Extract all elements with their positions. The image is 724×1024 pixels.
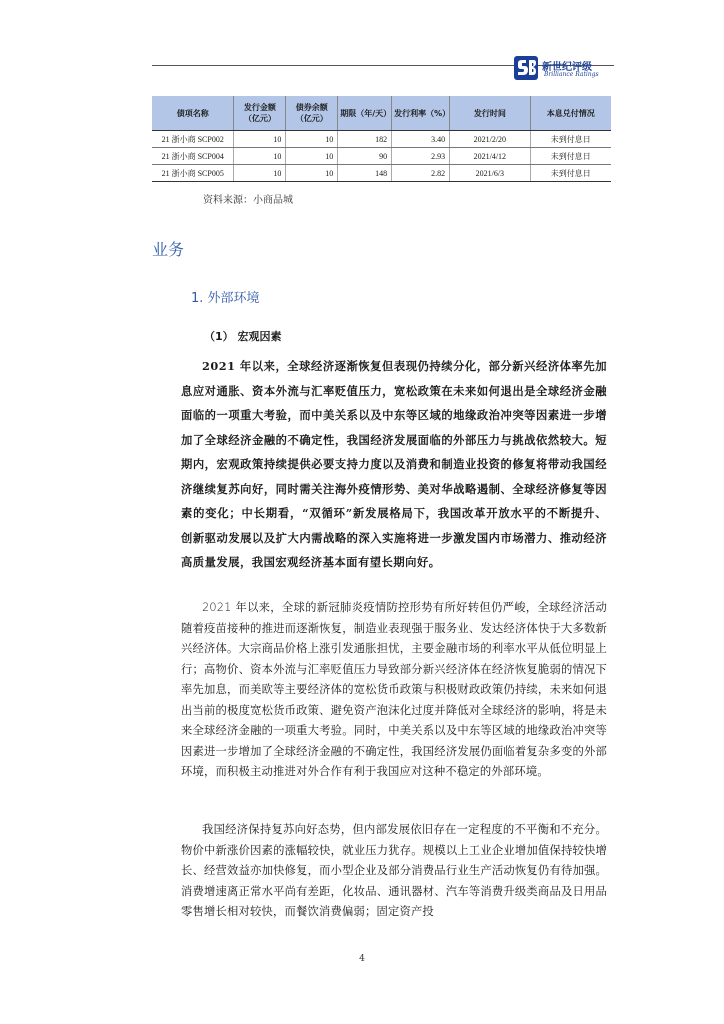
brilliance-ratings-logo — [514, 56, 606, 82]
table-header-row — [152, 96, 611, 131]
cell-issue-amount: 10 — [234, 165, 286, 182]
bond-issuance-table — [152, 96, 611, 182]
cell-issue-date: 2021/2/20 — [450, 131, 530, 148]
column-header-bond-balance: 债券余额（亿元） — [286, 96, 338, 131]
cell-term: 148 — [338, 165, 392, 182]
section-title: 业务 — [152, 240, 185, 259]
cell-issue-rate: 2.93 — [392, 148, 450, 165]
cell-term: 182 — [338, 131, 392, 148]
column-header-issue-date: 发行时间 — [450, 96, 530, 131]
summary-paragraph: 2021 年以来，全球经济逐渐恢复但表现仍持续分化，部分新兴经济体率先加息应对通胀、资本外流与汇率贬值压力，宽松政策在未来如何退出是全球经济金融面临的一项重大考验，而中美关系以及中东等区域的地缘政治冲突等因素进一步增加了全球经济金融的不确定性，我国经济发展面临的外部压力与挑战依然较大。短期内，宏观政策持续提供必要支持力度以及消费和制造业投资的修复将带动我国经济继续复苏向好，同时需关注海外疫情形势、美对华战略遏制、全球经济修复等因素的变化；中长期看，“双循环”新发展格局下，我国改革开放水平的不断提升、创新驱动发展以及扩大内需战略的深入实施将进一步激发国内市场潜力、推动经济高质量发展，我国宏观经济基本面有望长期向好。 — [181, 359, 607, 569]
cell-issue-amount: 10 — [234, 131, 286, 148]
logo-english-name: Brilliance Ratings — [544, 71, 599, 78]
cell-bond-name: 21 浙小商 SCP002 — [152, 131, 234, 148]
column-header-issue-amount: 发行金额（亿元） — [234, 96, 286, 131]
logo-chinese-name: 新世纪评级 — [542, 62, 592, 73]
table-row — [152, 165, 611, 182]
cell-issue-rate: 3.40 — [392, 131, 450, 148]
cell-issue-rate: 2.82 — [392, 165, 450, 182]
logo-mark-icon — [514, 56, 538, 80]
cell-bond-balance: 10 — [286, 165, 338, 182]
cell-issue-date: 2021/6/3 — [450, 165, 530, 182]
body-paragraph-global-economy: 2021 年以来，全球的新冠肺炎疫情防控形势有所好转但仍严峻，全球经济活动随着疫苗接种的推进而逐渐恢复，制造业表现强于服务业、发达经济体快于大多数新兴经济体。大宗商品价格上涨引发通胀担忧，主要金融市场的利率水平从低位明显上行；高物价、资本外流与汇率贬值压力导致部分新兴经济体在经济恢复脆弱的情况下率先加息，而美欧等主要经济体的宽松货币政策与积极财政政策仍持续，未来如何退出当前的极度宽松货币政策、避免资产泡沫化过度并降低对全球经济的影响，将是未来全球经济金融的一项重大考验。同时，中美关系以及中东等区域的地缘政治冲突等因素进一步增加了全球经济金融的不确定性，我国经济发展仍面临着复杂多变的外部环境，而积极主动推进对外合作有利于我国应对这种不稳定的外部环境。 — [181, 601, 607, 778]
table-row — [152, 131, 611, 148]
table-source-note: 资料来源：小商品城 — [203, 195, 293, 206]
cell-bond-name: 21 浙小商 SCP005 — [152, 165, 234, 182]
cell-payment-status: 未到付息日 — [530, 165, 611, 182]
subsection-title: 1. 外部环境 — [191, 291, 260, 306]
cell-issue-amount: 10 — [234, 148, 286, 165]
cell-issue-date: 2021/4/12 — [450, 148, 530, 165]
body-paragraph-domestic-economy: 我国经济保持复苏向好态势，但内部发展依旧存在一定程度的不平衡和不充分。物价中新涨价因素的涨幅较快，就业压力犹存。规模以上工业企业增加值保持较快增长、经营效益亦加快修复，而小型企业及部分消费品行业生产活动恢复仍有待加强。消费增速离正常水平尚有差距，化妆品、通讯器材、汽车等消费升级类商品及日用品零售增长相对较快，而餐饮消费偏弱；固定资产投 — [181, 823, 607, 918]
cell-payment-status: 未到付息日 — [530, 148, 611, 165]
sub-subsection-title: （1） 宏观因素 — [204, 330, 282, 343]
page-number: 4 — [359, 954, 365, 964]
column-header-payment-status: 本息兑付情况 — [530, 96, 611, 131]
column-header-bond-name: 债项名称 — [152, 96, 234, 131]
cell-bond-balance: 10 — [286, 148, 338, 165]
column-header-term: 期限（年/天） — [338, 96, 392, 131]
table-row — [152, 148, 611, 165]
cell-bond-balance: 10 — [286, 131, 338, 148]
cell-bond-name: 21 浙小商 SCP004 — [152, 148, 234, 165]
cell-term: 90 — [338, 148, 392, 165]
cell-payment-status: 未到付息日 — [530, 131, 611, 148]
column-header-issue-rate: 发行利率（%） — [392, 96, 450, 131]
